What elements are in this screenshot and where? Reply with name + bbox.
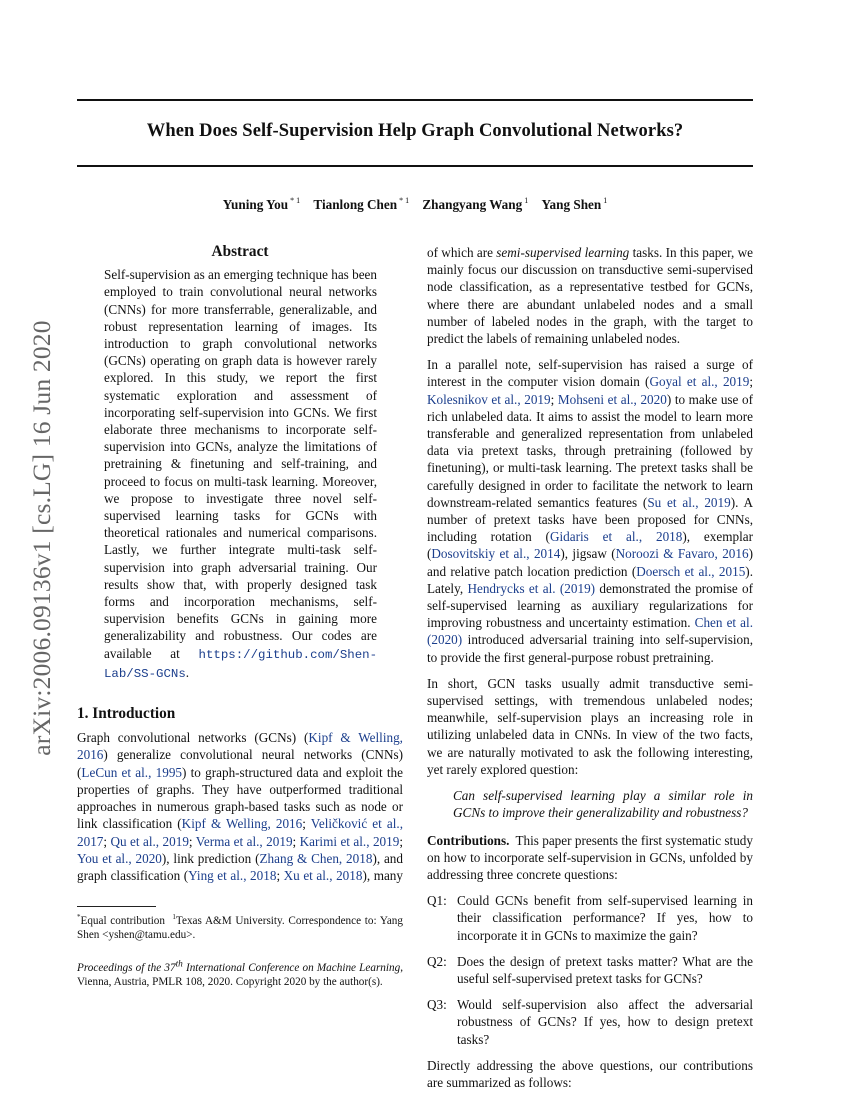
citation-link[interactable]: Noroozi & Favaro, 2016 — [615, 546, 749, 562]
contributions-lead: Directly addressing the above questions, our contributions are summarized as follows: — [427, 1057, 753, 1090]
citation-link[interactable]: Karimi et al., 2019 — [299, 833, 400, 849]
citation-link[interactable]: Mohseni et al., 2020 — [557, 391, 667, 407]
citation-link[interactable]: Kipf & Welling, 2016 — [77, 730, 403, 763]
citation-link[interactable]: Su et al., 2019 — [647, 494, 731, 510]
intro-paragraph: In short, GCN tasks usually admit transductive semi-supervised settings, with tremendous unlabeled nodes; meanwhile, self-supervision plays an increasing role in utilizing unlabeled data in CNNs. In view of the two facts, we are naturally motivated to ask the following interesting, yet rarely explored question: — [427, 675, 753, 777]
author: Zhangyang Wang $^1$ — [422, 196, 529, 212]
citation-link[interactable]: Zhang & Chen, 2018 — [259, 850, 373, 866]
paper-title: When Does Self-Supervision Help Graph Convolutional Networks? — [146, 121, 684, 141]
citation-link[interactable]: You et al., 2020 — [77, 850, 162, 866]
code-link[interactable]: https://github.com/Shen-Lab/SS-GCNs — [104, 647, 378, 681]
footnote: *Equal contribution $^1$Texas A&M University. Correspondence to: Yang Shen <yshen@tamu.edu>. — [77, 913, 403, 941]
author: Tianlong Chen $^{* 1}$ — [313, 196, 410, 212]
author-list — [77, 196, 753, 213]
footnote-rule — [77, 906, 156, 907]
author: Yuning You $^{* 1}$ — [222, 196, 301, 212]
citation-link[interactable]: Gidaris et al., 2018 — [549, 529, 683, 545]
author: Yang Shen $^1$ — [541, 196, 608, 212]
citation-link[interactable]: LeCun et al., 1995 — [81, 764, 183, 780]
question-item: Q2: Does the design of pretext tasks matter? What are the useful self-supervised pretext tasks for GCNs? — [427, 953, 753, 986]
intro-paragraph: Graph convolutional networks (GCNs) (Kipf & Welling, 2016) generalize convolutional neural networks (CNNs) (LeCun et al., 1995) to graph-structured data and exploit the properties of graphs. They have outperformed traditional approaches in numerous graph-based tasks such as node or link classification (Kipf & Welling, 2016; Veličković et al., 2017; Qu et al., 2019; Verma et al., 2019; Karimi et al., 2019; You et al., 2020), link prediction (Zhang & Chen, 2018), and graph classification (Ying et al., 2018; Xu et al., 2018), many — [77, 730, 404, 883]
abstract-body: Self-supervision as an emerging technique has been employed to train convolutional neural networks (CNNs) for more transferrable, generalizable, and robust representation learning of images. Its introduction to graph convolutional networks (GCNs) operating on graph data is however rarely explored. In this study, we report the first systematic exploration and assessment of incorporating self-supervision into GCNs. We first elaborate three mechanisms to incorporate self-supervision into GCNs, analyze the limitations of pretraining & finetuning and self-training, and proceed to focus on multi-task learning. Moreover, we propose to investigate three novel self-supervised learning tasks for GCNs with theoretical rationales and numerical comparisons. Lastly, we further integrate multi-task self-supervision into graph adversarial training. Our results show that, with properly designed task forms and incorporation mechanisms, self-supervision benefits GCNs in gaining more generalizability and robustness. Our codes are available at https://github.com/Shen-Lab/SS-GCNs. — [104, 267, 378, 681]
citation-link[interactable]: Chen et al. (2020) — [427, 615, 753, 648]
citation-link[interactable]: Kipf & Welling, 2016 — [181, 816, 303, 832]
contributions-label: Contributions. — [427, 832, 510, 848]
citation-link[interactable]: Xu et al., 2018 — [283, 867, 363, 883]
emphasis: semi-supervised learning — [496, 245, 630, 260]
citation-link[interactable]: Verma et al., 2019 — [195, 833, 293, 849]
question-item: Q3: Would self-supervision also affect the adversarial robustness of GCNs? If yes, how to design pretext tasks? — [427, 997, 753, 1047]
section-heading: 1. Introduction — [77, 705, 176, 723]
intro-paragraph-continued: of which are semi-supervised learning tasks. In this paper, we mainly focus our discussion on transductive semi-supervised node classification, as a representative testbed for GCNs, where there are abundant unlabeled nodes and a small number of labeled nodes in the graph, with the target to predict the labels of remaining unlabeled nodes. — [427, 245, 754, 347]
research-question: Can self-supervised learning play a similar role in GCNs to improve their generalizability and robustness? — [453, 788, 753, 821]
citation-link[interactable]: Dosovitskiy et al., 2014 — [431, 546, 561, 562]
intro-paragraph: In a parallel note, self-supervision has raised a surge of interest in the computer vision domain (Goyal et al., 2019; Kolesnikov et al., 2019; Mohseni et al., 2020) to make use of rich unlabeled data. It aims to assist the model to learn more transferable and generalized representation from unlabeled data via pretext tasks, through pretraining (followed by finetuning), or multi-task learning. The pretext tasks shall be carefully designed in order to facilitate the network to learn downstream-related semantics features (Su et al., 2019). A number of pretext tasks have been proposed for CNNs, including rotation (Gidaris et al., 2018), exemplar (Dosovitskiy et al., 2014), jigsaw (Noroozi & Favaro, 2016) and relative patch location prediction (Doersch et al., 2015). Lately, Hendrycks et al. (2019) demonstrated the promise of self-supervised learning as auxiliary regularizations for improving robustness and uncertainty estimation. Chen et al. (2020) introduced adversarial training into self-supervision, to provide the first general-purpose robust pretraining. — [427, 357, 754, 665]
right-column — [427, 244, 753, 1100]
citation-link[interactable]: Ying et al., 2018 — [188, 867, 277, 883]
contributions-paragraph: Contributions. This paper presents the first systematic study on how to incorporate self-supervision in GCNs, unfolded by addressing three concrete questions: — [427, 832, 753, 882]
question-list — [427, 892, 753, 1048]
citation-link[interactable]: Hendrycks et al. (2019) — [467, 580, 596, 596]
title-rule-top — [77, 99, 753, 101]
left-column — [77, 243, 403, 884]
citation-link[interactable]: Doersch et al., 2015 — [636, 563, 746, 579]
question-item: Q1: Could GCNs benefit from self-supervised learning in their classification performance? If yes, how to incorporate it in GCNs to maximize the gain? — [427, 893, 753, 943]
arxiv-identifier-stamp: arXiv:2006.09136v1 [cs.LG] 16 Jun 2020 — [27, 320, 56, 756]
citation-link[interactable]: Veličković et al., 2017 — [77, 816, 403, 849]
abstract-heading: Abstract — [211, 243, 269, 260]
proceedings-note: Proceedings of the 37th International Conference on Machine Learning, Vienna, Austria, PMLR 108, 2020. Copyright 2020 by the author(s). — [77, 959, 403, 989]
citation-link[interactable]: Qu et al., 2019 — [110, 833, 189, 849]
citation-link[interactable]: Goyal et al., 2019 — [649, 374, 750, 390]
title-rule-bottom — [77, 165, 753, 167]
citation-link[interactable]: Kolesnikov et al., 2019 — [427, 391, 551, 407]
